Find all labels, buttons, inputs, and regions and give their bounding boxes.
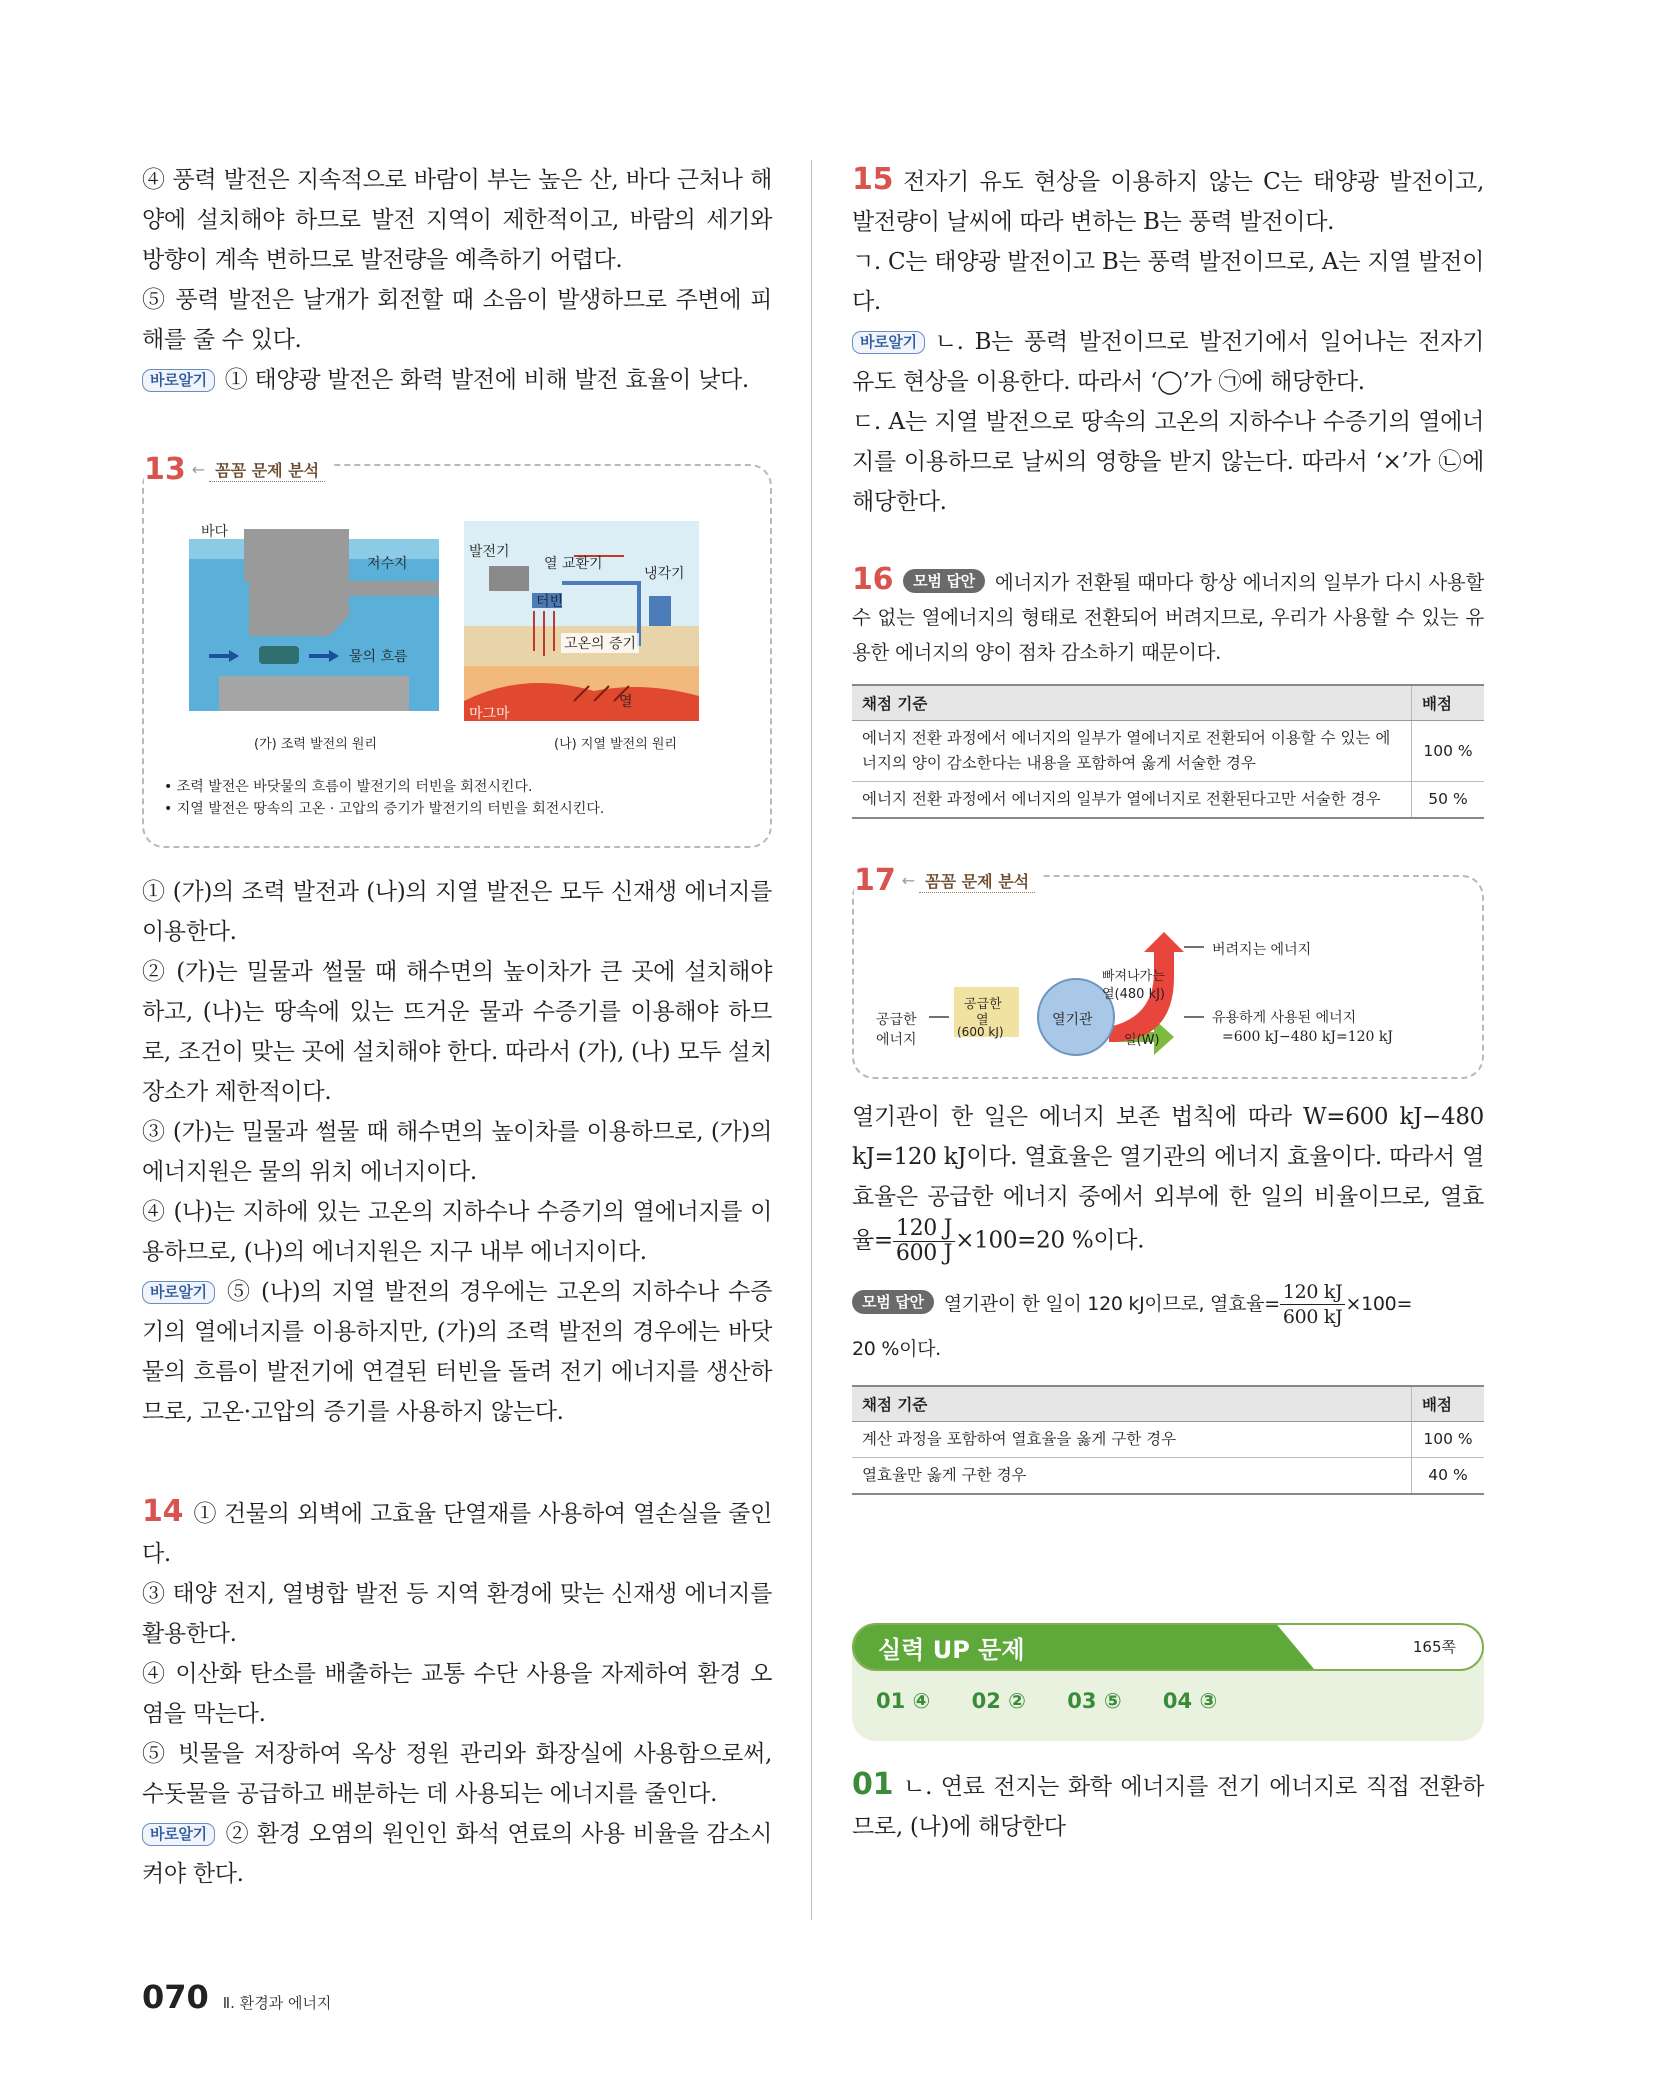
score-cell: 100 % <box>1412 721 1485 782</box>
q14-option-5: ⑤ 빗물을 저장하여 옥상 정원 관리와 화장실에 사용함으로써, 수돗물을 공급하고 배분하는 데 사용되는 에너지를 줄인다. <box>142 1741 772 1807</box>
correction-tag: 바로알기 <box>142 1281 215 1304</box>
q14-explanation <box>142 1492 772 1894</box>
criteria-cell: 에너지 전환 과정에서 에너지의 일부가 열에너지로 전환된다고만 서술한 경우 <box>852 782 1412 819</box>
table-row <box>852 721 1484 782</box>
note-geothermal: • 지열 발전은 땅속의 고온 · 고압의 증기가 발전기의 터빈을 회전시킨다. <box>164 801 605 817</box>
label-cooler: 냉각기 <box>644 566 685 582</box>
q13-option-4: ④ (나)는 지하에 있는 고온의 지하수나 수증기의 열에너지를 이용하므로, (나)의 에너지원은 지구 내부 에너지이다. <box>142 1199 772 1265</box>
q17-text-tail: ×100=20 %이다. <box>955 1227 1145 1254</box>
criteria-header: 채점 기준 <box>852 1386 1412 1422</box>
label-supplied-energy-1: 공급한 <box>876 1012 917 1028</box>
efficiency-fraction <box>893 1217 955 1266</box>
column-divider <box>811 160 812 1920</box>
fraction-numerator: 120 kJ <box>1280 1280 1346 1305</box>
q17-model-answer <box>852 1280 1484 1329</box>
answer-item: 04 ③ <box>1162 1689 1218 1713</box>
question-number: 13 <box>144 452 186 487</box>
note-tidal: • 조력 발전은 바닷물의 흐름이 발전기의 터빈을 회전시킨다. <box>164 779 533 795</box>
q12-option-4: ④ 풍력 발전은 지속적으로 바람이 부는 높은 산, 바다 근처나 해양에 설치해야 하므로 발전 지역이 제한적이고, 바람의 세기와 방향이 계속 변하므로 발전량을 예측하기 어렵다. <box>142 167 772 273</box>
question-number: 17 <box>854 863 896 898</box>
page-footer <box>142 1978 331 2016</box>
answer-fraction <box>1280 1280 1346 1329</box>
criteria-cell: 에너지 전환 과정에서 에너지의 일부가 열에너지로 전환되어 이용할 수 있는 에너지의 양이 감소한다는 내용을 포함하여 옳게 서술한 경우 <box>852 721 1412 782</box>
q12-correction <box>142 360 772 400</box>
left-column <box>142 160 772 1894</box>
q01-text: ㄴ. 연료 전지는 화학 에너지를 전기 에너지로 직접 전환하므로, (나)에 해당한다 <box>852 1774 1484 1840</box>
heat-engine-figure <box>854 877 1486 1077</box>
fraction-denominator: 600 kJ <box>1282 1306 1343 1328</box>
q13-explanation <box>142 872 772 1432</box>
table-row <box>852 782 1484 819</box>
label-heat-engine: 열기관 <box>1052 1012 1093 1028</box>
q15-item-b-text: ㄴ. B는 풍력 발전이므로 발전기에서 일어나는 전자기 유도 현상을 이용한다. 따라서 ‘◯’가 ㉠에 해당한다. <box>852 329 1484 395</box>
fraction-numerator: 120 J <box>893 1217 955 1242</box>
label-discarded-energy: 버려지는 에너지 <box>1212 942 1312 958</box>
score-header: 배점 <box>1412 685 1485 721</box>
correction-tag: 바로알기 <box>852 331 925 354</box>
q16-scoring-table <box>852 684 1484 819</box>
label-sea: 바다 <box>201 524 229 540</box>
correction-text: ⑤ (나)의 지열 발전의 경우에는 고온의 지하수나 수증기의 열에너지를 이용하지만, (가)의 조력 발전의 경우에는 바닷물의 흐름이 발전기에 연결된 터빈을 돌려 전기 에너지를 생산하므로, 고온·고압의 증기를 사용하지 않는다. <box>142 1279 772 1425</box>
label-reservoir: 저수지 <box>367 556 408 572</box>
q12-option-5: ⑤ 풍력 발전은 날개가 회전할 때 소음이 발생하므로 주변에 피해를 줄 수 있다. <box>142 287 772 353</box>
geothermal-power-figure <box>464 521 699 752</box>
section-title: Ⅱ. 환경과 에너지 <box>222 1994 332 2012</box>
criteria-header: 채점 기준 <box>852 685 1412 721</box>
q14-option-1-text: ① 건물의 외벽에 고효율 단열재를 사용하여 열손실을 줄인다. <box>142 1501 772 1567</box>
correction-tag: 바로알기 <box>142 1823 215 1846</box>
table-header-row <box>852 685 1484 721</box>
q14-option-3: ③ 태양 전지, 열병합 발전 등 지역 환경에 맞는 신재생 에너지를 활용한다. <box>142 1581 772 1647</box>
answer-item: 01 ④ <box>876 1689 931 1713</box>
q14-option-4: ④ 이산화 탄소를 배출하는 교통 수단 사용을 자제하여 환경 오염을 막는다. <box>142 1661 772 1727</box>
q13-option-1: ① (가)의 조력 발전과 (나)의 지열 발전은 모두 신재생 에너지를 이용한다. <box>142 879 772 945</box>
q13-option-2: ② (가)는 밀물과 썰물 때 해수면의 높이차가 큰 곳에 설치해야 하고, (나)는 땅속에 있는 뜨거운 물과 수증기를 이용해야 하므로, 조건이 맞는 곳에 설치해야 한다. 따라서 (가), (나) 모두 설치 장소가 제한적이다. <box>142 959 772 1105</box>
skill-up-box <box>852 1623 1484 1741</box>
score-header: 배점 <box>1412 1386 1485 1422</box>
skill-up-page: 165쪽 <box>1412 1638 1456 1656</box>
label-lost-heat-2: 열(480 kJ) <box>1102 987 1166 1002</box>
skill-up-header <box>852 1623 1484 1671</box>
q17-text <box>852 1097 1484 1266</box>
q17-answer-tail: ×100= <box>1345 1293 1413 1315</box>
q17-explanation <box>852 1097 1484 1495</box>
question-number: 14 <box>142 1494 184 1529</box>
label-useful-energy-formula: =600 kJ−480 kJ=120 kJ <box>1222 1029 1393 1045</box>
label-heat-exchanger: 열 교환기 <box>544 556 603 572</box>
label-supplied-heat-2: 열 <box>976 1013 989 1028</box>
label-heat: 열 <box>619 694 633 710</box>
q15-item-b <box>852 322 1484 402</box>
q13-option-3: ③ (가)는 밀물과 썰물 때 해수면의 높이차를 이용하므로, (가)의 에너지원은 물의 위치 에너지이다. <box>142 1119 772 1185</box>
score-cell: 100 % <box>1412 1422 1485 1458</box>
q17-scoring-table <box>852 1385 1484 1495</box>
q17-text-body: 열기관이 한 일은 에너지 보존 법칙에 따라 W=600 kJ−480 kJ=120 kJ이다. 열효율은 열기관의 에너지 효율이다. 따라서 열효율은 공급한 에너지 중에서 외부에 한 일의 비율이므로, 열효율= <box>852 1104 1484 1254</box>
label-water-flow: 물의 흐름 <box>349 649 408 665</box>
page-number: 070 <box>142 1978 209 2016</box>
q17-answer-text: 열기관이 한 일이 120 kJ이므로, 열효율= <box>943 1293 1280 1315</box>
criteria-cell: 계산 과정을 포함하여 열효율을 옳게 구한 경우 <box>852 1422 1412 1458</box>
correction-text: ② 환경 오염의 원인인 화석 연료의 사용 비율을 감소시켜야 한다. <box>142 1821 772 1887</box>
analysis-title: 꼼꼼 문제 분석 <box>209 458 325 482</box>
tidal-power-figure <box>189 521 439 752</box>
label-useful-energy: 유용하게 사용된 에너지 <box>1212 1010 1357 1026</box>
table-row <box>852 1458 1484 1495</box>
table-row <box>852 1422 1484 1458</box>
q15-intro <box>852 160 1484 242</box>
label-steam: 고온의 증기 <box>561 633 639 653</box>
answer-item: 02 ② <box>971 1689 1026 1713</box>
q15-item-c: ㄷ. A는 지열 발전으로 땅속의 고온의 지하수나 수증기의 열에너지를 이용하므로 날씨의 영향을 받지 않는다. 따라서 ‘×’가 ㉡에 해당한다. <box>852 409 1484 515</box>
question-number: 16 <box>852 562 894 597</box>
score-cell: 40 % <box>1412 1458 1485 1495</box>
q16-answer-text: 에너지가 전환될 때마다 항상 에너지의 일부가 다시 사용할 수 없는 열에너지의 형태로 전환되어 버려지므로, 우리가 사용할 수 있는 유용한 에너지의 양이 점차 감소하기 때문이다. <box>852 571 1484 664</box>
q01-explanation <box>852 1765 1484 1847</box>
table-header-row <box>852 1386 1484 1422</box>
correction-tag: 바로알기 <box>142 369 215 392</box>
correction-text: ① 태양광 발전은 화력 발전에 비해 발전 효율이 낮다. <box>224 367 749 393</box>
q16-block <box>852 562 1484 819</box>
label-supplied-heat-3: (600 kJ) <box>957 1025 1004 1039</box>
label-magma: 마그마 <box>469 706 510 722</box>
analysis-title: 꼼꼼 문제 분석 <box>919 869 1035 893</box>
skill-up-title: 실력 UP 문제 <box>878 1636 1025 1664</box>
q14-option-1 <box>142 1492 772 1574</box>
label-supplied-heat-1: 공급한 <box>964 997 1002 1012</box>
label-lost-heat-1: 빠져나가는 <box>1102 969 1165 984</box>
q13-notes <box>164 776 604 820</box>
answer-item: 03 ⑤ <box>1067 1689 1122 1713</box>
question-number: 15 <box>852 162 894 197</box>
q15-item-a: ㄱ. C는 태양광 발전이고 B는 풍력 발전이므로, A는 지열 발전이다. <box>852 249 1484 315</box>
model-answer-tag: 모범 답안 <box>852 1290 934 1314</box>
skill-up-answers <box>876 1689 1217 1713</box>
q13-analysis-box <box>142 452 772 848</box>
connector-icon: ← <box>901 871 916 890</box>
q17-analysis-box <box>852 863 1484 1079</box>
model-answer-tag: 모범 답안 <box>903 569 985 593</box>
heat-engine-diagram <box>854 877 1486 1077</box>
connector-icon: ← <box>191 460 206 479</box>
label-turbine: 터빈 <box>536 594 564 610</box>
q13-header <box>144 452 333 487</box>
q17-answer-end: 20 %이다. <box>852 1338 941 1360</box>
question-number: 01 <box>852 1767 894 1802</box>
q14-correction <box>142 1814 772 1894</box>
score-cell: 50 % <box>1412 782 1485 819</box>
caption-tidal: (가) 조력 발전의 원리 <box>254 737 378 752</box>
right-column <box>852 160 1484 1847</box>
fraction-denominator: 600 J <box>895 1241 953 1266</box>
criteria-cell: 열효율만 옳게 구한 경우 <box>852 1458 1412 1495</box>
label-generator: 발전기 <box>469 544 510 560</box>
tidal-diagram <box>189 521 439 711</box>
label-supplied-energy-2: 에너지 <box>876 1032 917 1048</box>
q16-answer <box>852 562 1484 670</box>
caption-geothermal: (나) 지열 발전의 원리 <box>554 737 678 752</box>
label-work: 일(W) <box>1124 1033 1160 1048</box>
q15-intro-text: 전자기 유도 현상을 이용하지 않는 C는 태양광 발전이고, 발전량이 날씨에 따라 변하는 B는 풍력 발전이다. <box>852 169 1484 235</box>
q13-correction <box>142 1272 772 1432</box>
